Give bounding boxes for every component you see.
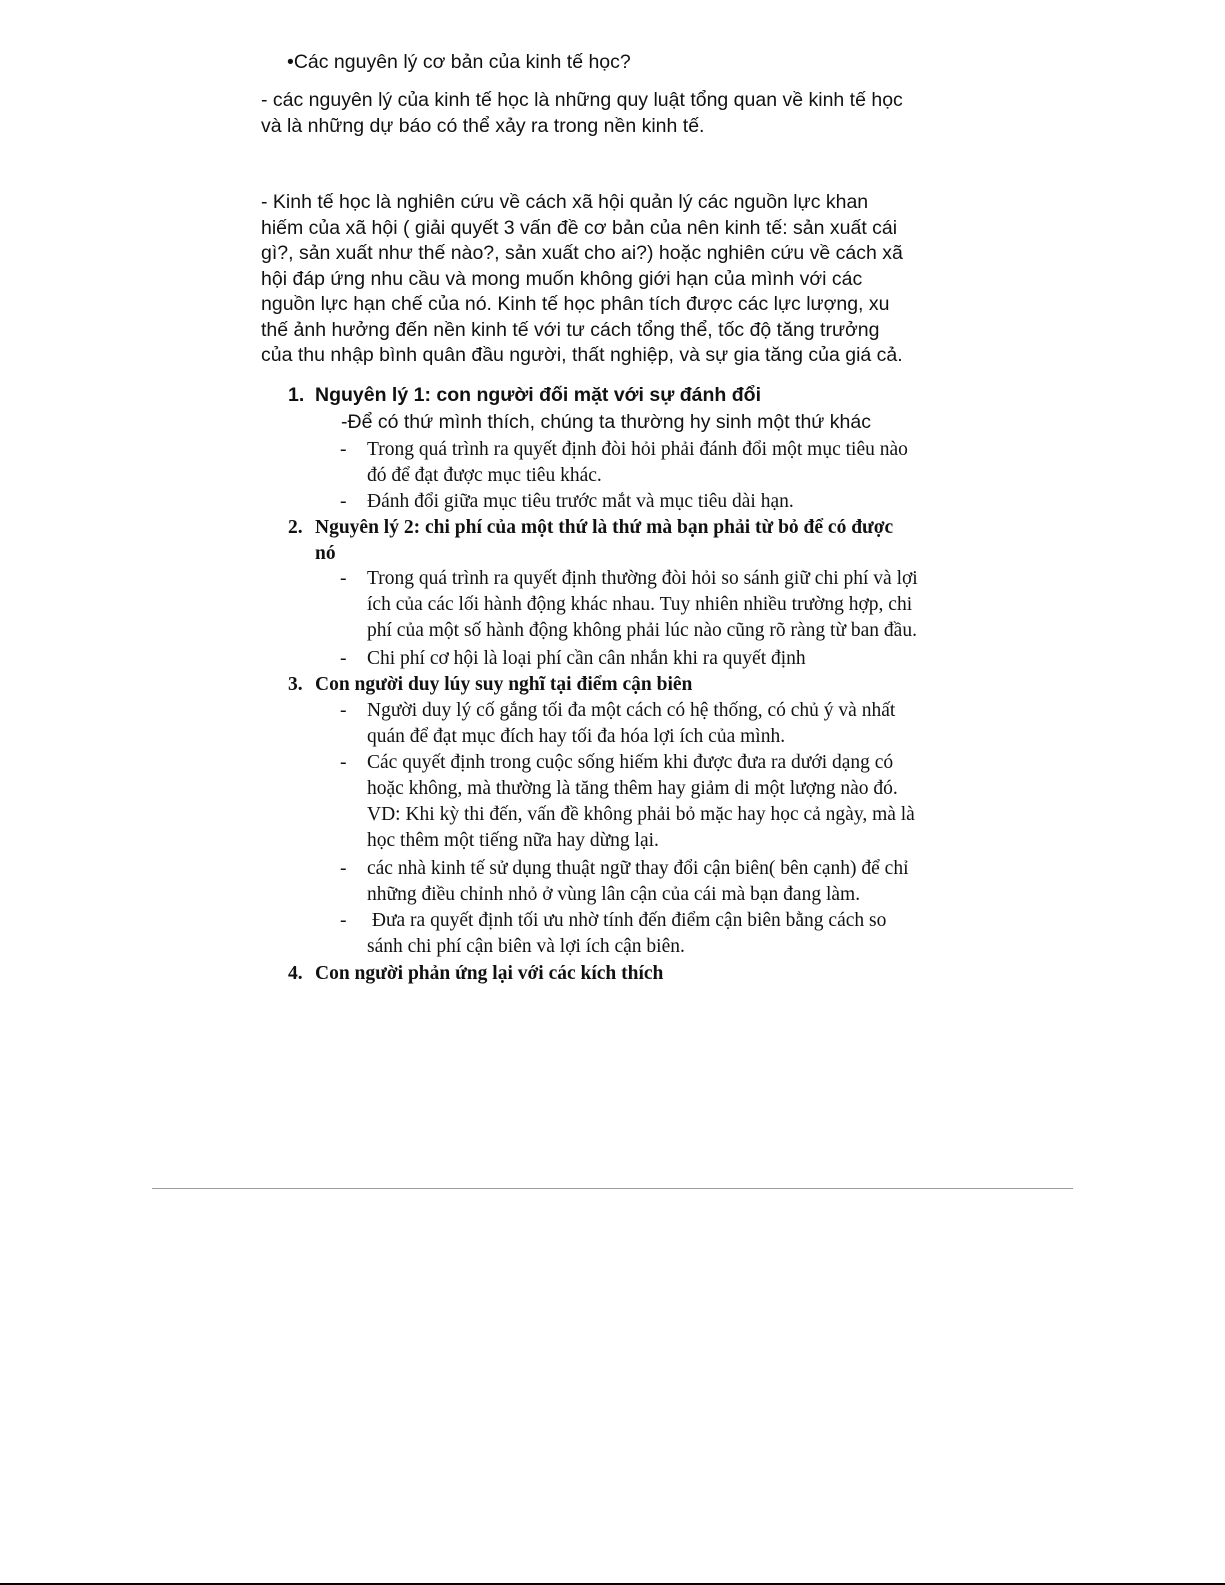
- econ-line: - Kinh tế học là nghiên cứu về cách xã hội quản lý các nguồn lực khan: [261, 191, 869, 213]
- list-item-line: đó để đạt được mục tiêu khác.: [367, 465, 602, 486]
- list-item-line: các nhà kinh tế sử dụng thuật ngữ thay đổi cận biên( bên cạnh) để chỉ: [367, 858, 909, 879]
- dash-marker: -: [340, 858, 347, 879]
- principle-4-heading: [288, 961, 663, 987]
- dash-marker: -: [340, 439, 347, 460]
- list-item-line: ích của các lối hành động khác nhau. Tuy nhiên nhiều trường hợp, chi: [367, 594, 913, 615]
- intro-line: - các nguyên lý của kinh tế học là những quy luật tổng quan về kinh tế học: [261, 89, 903, 111]
- list-item-line: Chi phí cơ hội là loại phí cần cân nhắn khi ra quyết định: [367, 648, 806, 669]
- intro-line: và là những dự báo có thể xảy ra trong nền kinh tế.: [261, 114, 705, 137]
- principle-number: 1.: [288, 384, 305, 406]
- econ-line: của thu nhập bình quân đầu người, thất nghiệp, và sự gia tăng của giá cả.: [261, 344, 903, 366]
- list-item: [340, 566, 965, 644]
- econ-line: nguồn lực hạn chế của nó. Kinh tế học phân tích được các lực lượng, xu: [261, 293, 890, 315]
- list-item-line: VD: Khi kỳ thi đến, vấn đề không phải bỏ mặc hay học cả ngày, mà là: [367, 804, 915, 825]
- list-item-line: hoặc không, mà thường là tăng thêm hay giảm di một lượng nào đó.: [367, 778, 898, 799]
- econ-line: hội đáp ứng nhu cầu và mong muốn không giới hạn của mình với các: [261, 267, 863, 290]
- list-item: [340, 698, 965, 750]
- dash-marker: -: [340, 491, 347, 512]
- list-item-line: sánh chi phí cận biên và lợi ích cận biên.: [367, 936, 685, 957]
- principle-number: 3.: [288, 674, 303, 695]
- principle-title: Con người phản ứng lại với các kích thích: [315, 963, 664, 984]
- econ-line: hiếm của xã hội ( giải quyết 3 vấn đề cơ bản của nên kinh tế: sản xuất cái: [261, 216, 898, 239]
- list-item-line: Trong quá trình ra quyết định đòi hỏi phải đánh đổi một mục tiêu nào: [367, 439, 908, 460]
- dash-marker: -: [340, 752, 347, 773]
- list-item-line: học thêm một tiếng nữa hay dừng lại.: [367, 830, 659, 851]
- principle-3-heading: [288, 672, 692, 698]
- dash-marker: -: [340, 910, 347, 931]
- principle-2-heading: [288, 515, 968, 567]
- list-item: [340, 856, 965, 908]
- list-item: [340, 489, 965, 515]
- bullet-question: •Các nguyên lý cơ bản của kinh tế học?: [287, 51, 631, 73]
- principle-1-heading: [288, 383, 761, 409]
- list-item-line: những điều chỉnh nhỏ ở vùng lân cận của cái mà bạn đang làm.: [367, 884, 861, 905]
- list-item-line: Trong quá trình ra quyết định thường đòi hỏi so sánh giữ chi phí và lợi: [367, 568, 918, 589]
- dash-marker: -: [340, 648, 347, 669]
- economics-paragraph: [261, 190, 961, 369]
- list-item-line: phí của một số hành động không phải lúc nào cũng rõ ràng từ ban đầu.: [367, 620, 917, 641]
- principle-number: 2.: [288, 517, 303, 538]
- list-item-line: Người duy lý cố gắng tối đa một cách có hệ thống, có chủ ý và nhất: [367, 700, 896, 721]
- list-item: [340, 437, 965, 489]
- dash-marker: -: [340, 700, 347, 721]
- list-item-line: Đánh đổi giữa mục tiêu trước mắt và mục tiêu dài hạn.: [367, 491, 794, 512]
- page-divider: [152, 1188, 1073, 1189]
- list-item-line: Đưa ra quyết định tối ưu nhờ tính đến điểm cận biên bằng cách so: [367, 910, 887, 931]
- principle-title: Nguyên lý 2: chi phí của một thứ là thứ mà bạn phải từ bỏ để có được: [315, 517, 894, 538]
- list-item: [340, 750, 965, 854]
- principle-title-continuation: nó: [315, 543, 336, 564]
- principle-number: 4.: [288, 963, 303, 984]
- econ-line: thế ảnh hưởng đến nền kinh tế với tư cách tổng thể, tốc độ tăng trưởng: [261, 318, 880, 341]
- list-item: [340, 646, 965, 672]
- econ-line: gì?, sản xuất như thế nào?, sản xuất cho ai?) hoặc nghiên cứu về cách xã: [261, 242, 903, 264]
- list-item: [340, 908, 965, 960]
- list-item-line: Các quyết định trong cuộc sống hiếm khi được đưa ra dưới dạng có: [367, 752, 894, 773]
- list-item-line: quán để đạt mục đích hay tối đa hóa lợi ích của mình.: [367, 726, 786, 747]
- principle-1-subline: -Để có thứ mình thích, chúng ta thường hy sinh một thứ khác: [341, 411, 871, 433]
- principle-title: Nguyên lý 1: con người đối mặt với sự đánh đổi: [315, 384, 762, 406]
- intro-paragraph: [261, 88, 961, 139]
- principle-title: Con người duy lúy suy nghĩ tại điểm cận biên: [315, 674, 693, 695]
- dash-marker: -: [340, 568, 347, 589]
